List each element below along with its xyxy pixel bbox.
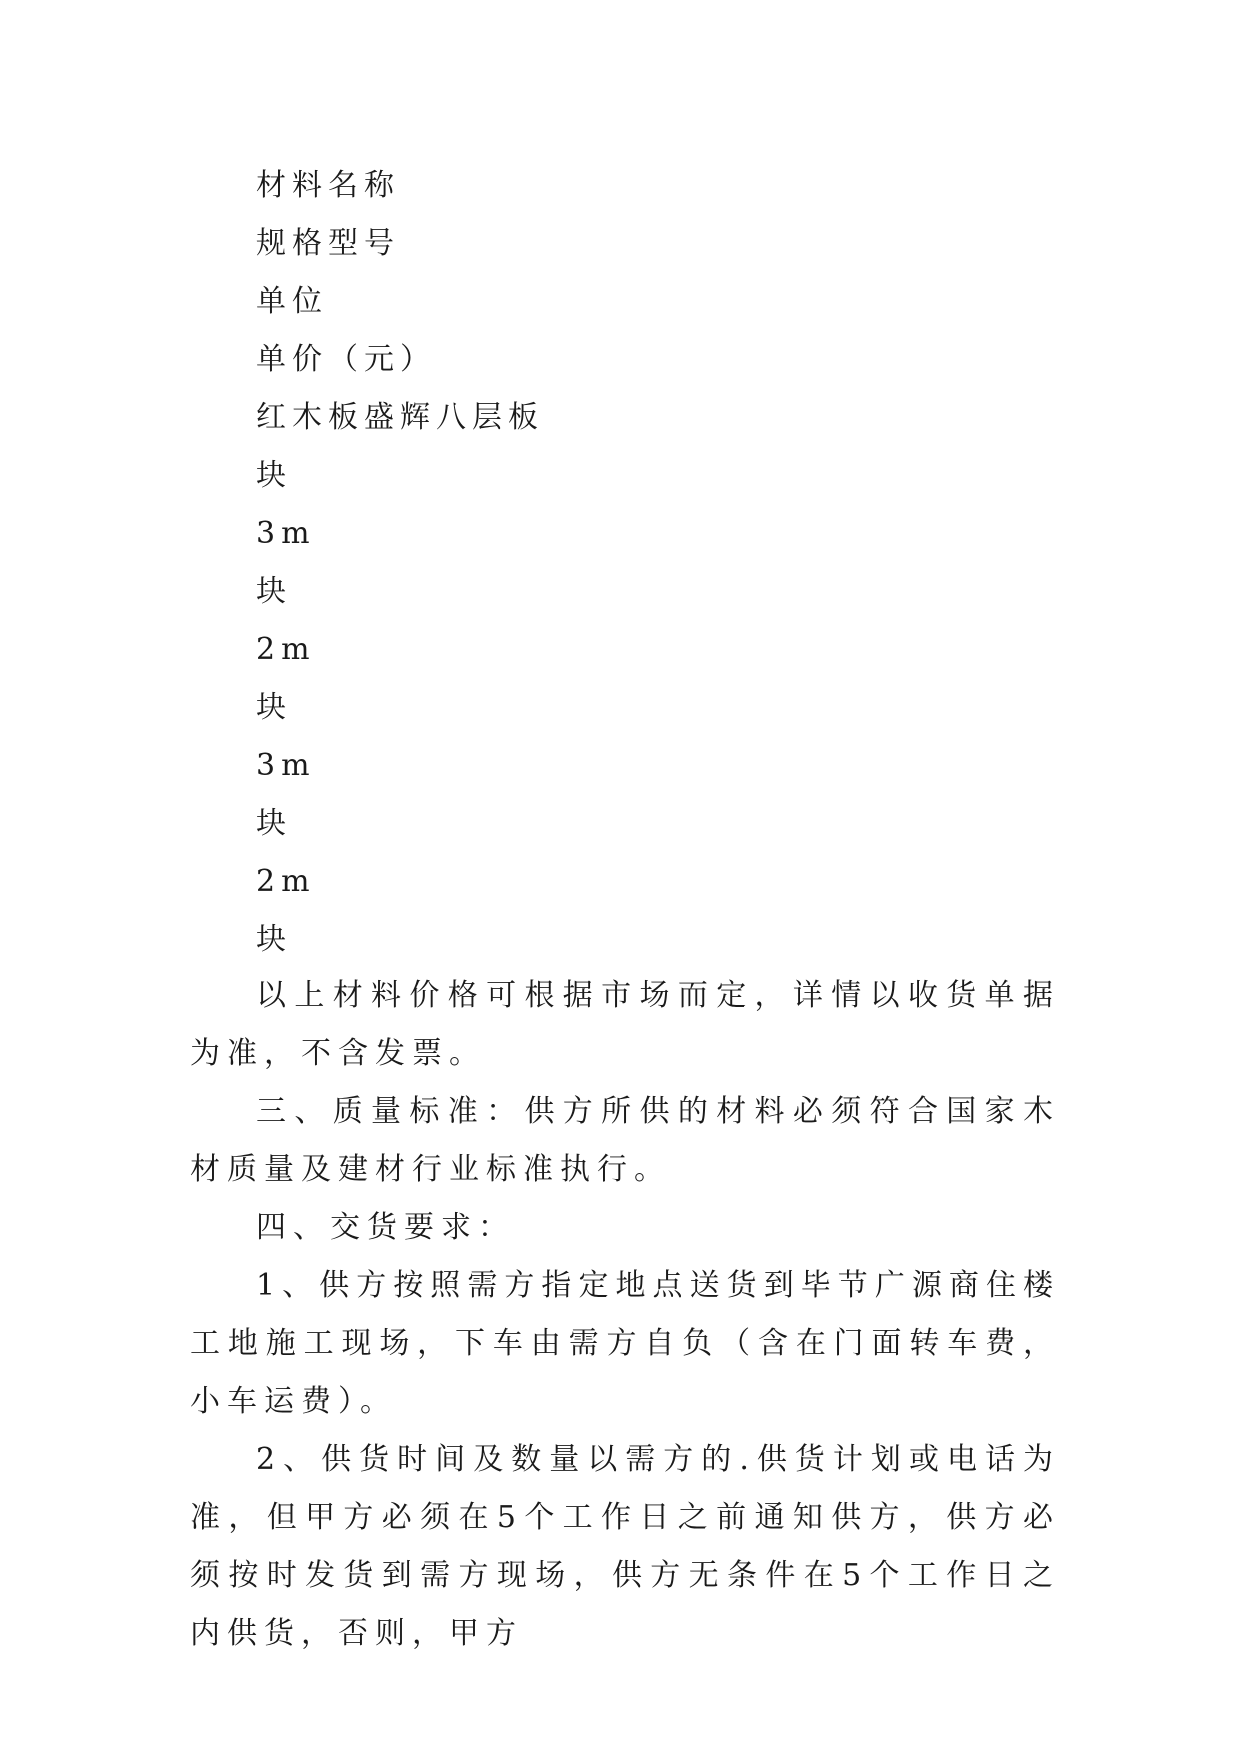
list-item: 3m xyxy=(256,748,316,783)
list-item: 2m xyxy=(256,632,316,667)
paragraph-delivery-heading: 四、交货要求： xyxy=(256,1210,515,1245)
list-item: 3m xyxy=(256,516,316,551)
paragraph-delivery-item-2: 2、供货时间及数量以需方的.供货计划或电话为准，但甲方必须在5个工作日之前通知供方，供方必须按时发货到需方现场，供方无条件在5个工作日之内供货，否则，甲方 xyxy=(190,1442,1060,1651)
list-item: 块 xyxy=(256,806,292,841)
list-item: 块 xyxy=(256,458,292,493)
body-text xyxy=(190,967,1060,1663)
paragraph-price-note: 以上材料价格可根据市场而定，详情以收货单据为准，不含发票。 xyxy=(190,978,1060,1071)
list-item: 块 xyxy=(256,690,292,725)
paragraph-quality-standard: 三、质量标准：供方所供的材料必须符合国家木材质量及建材行业标准执行。 xyxy=(190,1094,1060,1187)
list-item: 块 xyxy=(256,574,292,609)
paragraph-delivery-item-1: 1、供方按照需方指定地点送货到毕节广源商住楼工地施工现场，下车由需方自负（含在门面转车费，小车运费）。 xyxy=(190,1268,1060,1419)
list-item: 2m xyxy=(256,864,316,899)
material-list xyxy=(256,157,544,969)
list-item: 规格型号 xyxy=(256,226,400,261)
list-item: 块 xyxy=(256,922,292,957)
list-item: 单价（元） xyxy=(256,342,436,377)
list-item: 红木板盛辉八层板 xyxy=(256,400,544,435)
list-item: 材料名称 xyxy=(256,168,400,203)
list-item: 单位 xyxy=(256,284,328,319)
